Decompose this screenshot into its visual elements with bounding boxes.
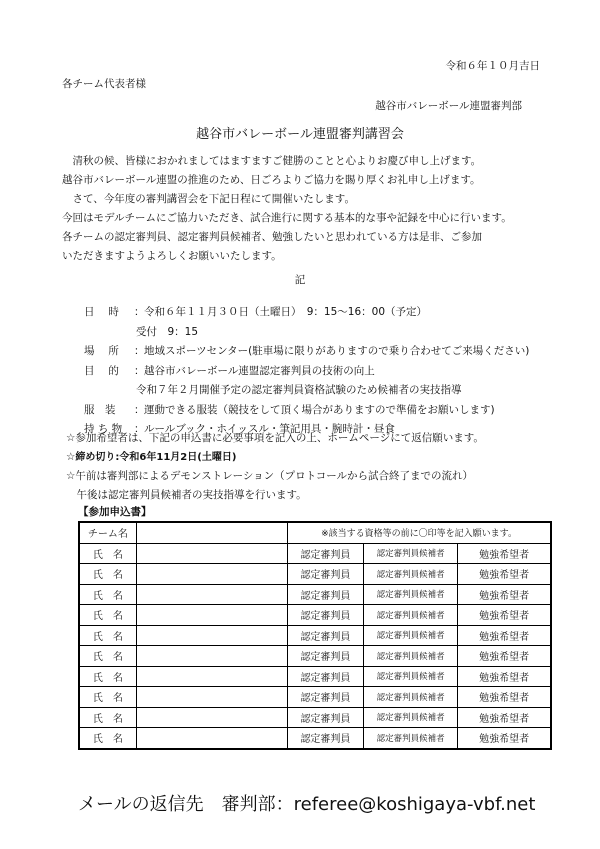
- option-referee-candidate[interactable]: 認定審判員候補者: [363, 707, 458, 728]
- option-certified-referee[interactable]: 認定審判員: [288, 625, 364, 646]
- body-line: さて、今年度の審判講習会を下記日程にて開催いたします。: [62, 193, 355, 205]
- detail-label: 目 的: [84, 364, 119, 377]
- option-study[interactable]: 勉強希望者: [458, 646, 551, 667]
- letter-body: [62, 152, 512, 266]
- recipient: 各チーム代表者様: [62, 78, 146, 90]
- applicant-row: [79, 605, 551, 626]
- detail-value: 地域スポーツセンター(駐車場に限りがありますので乗り合わせてご来場ください): [144, 345, 530, 357]
- applicant-row: [79, 584, 551, 605]
- name-field[interactable]: [136, 625, 287, 646]
- star-mark: ☆: [66, 451, 76, 463]
- body-line: 各チームの認定審判員、認定審判員候補者、勉強したいと思われている方は是非、ご参加: [62, 231, 482, 243]
- detail-purpose-2: [84, 381, 529, 401]
- note-line: 午後は認定審判員候補者の実技指導を行います。: [66, 489, 307, 501]
- option-certified-referee[interactable]: 認定審判員: [288, 687, 364, 708]
- detail-label: 服 装: [84, 403, 116, 416]
- form-heading: 【参加申込書】: [78, 506, 152, 518]
- applicant-row: [79, 625, 551, 646]
- name-label: 氏 名: [79, 564, 136, 585]
- name-field[interactable]: [136, 666, 287, 687]
- reply-email: メールの返信先 審判部：referee@koshigaya-vbf.net: [78, 794, 536, 815]
- option-certified-referee[interactable]: 認定審判員: [288, 584, 364, 605]
- option-study[interactable]: 勉強希望者: [458, 625, 551, 646]
- option-study[interactable]: 勉強希望者: [458, 584, 551, 605]
- issue-date: 令和６年１０月吉日: [445, 60, 540, 72]
- team-name-field[interactable]: [136, 522, 287, 543]
- option-referee-candidate[interactable]: 認定審判員候補者: [363, 666, 458, 687]
- applicant-row: [79, 543, 551, 564]
- option-study[interactable]: 勉強希望者: [458, 687, 551, 708]
- team-label: チーム名: [79, 522, 136, 543]
- event-details: [84, 303, 529, 440]
- name-field[interactable]: [136, 707, 287, 728]
- name-field[interactable]: [136, 564, 287, 585]
- body-line: いただきますようよろしくお願いいたします。: [62, 250, 282, 262]
- option-study[interactable]: 勉強希望者: [458, 564, 551, 585]
- option-certified-referee[interactable]: 認定審判員: [288, 543, 364, 564]
- option-certified-referee[interactable]: 認定審判員: [288, 728, 364, 749]
- applicant-row: [79, 666, 551, 687]
- option-referee-candidate[interactable]: 認定審判員候補者: [363, 584, 458, 605]
- option-referee-candidate[interactable]: 認定審判員候補者: [363, 646, 458, 667]
- detail-dress: 服 装 ： 運動できる服装（競技をして頂く場合がありますので準備をお願いします): [84, 401, 529, 421]
- detail-label: 持 ち 物: [84, 423, 123, 435]
- applicant-row: [79, 728, 551, 749]
- option-referee-candidate[interactable]: 認定審判員候補者: [363, 543, 458, 564]
- option-study[interactable]: 勉強希望者: [458, 605, 551, 626]
- detail-date: 日 時 ： 令和６年１１月３０日（土曜日） 9：15〜16：00（予定）: [84, 303, 529, 323]
- option-certified-referee[interactable]: 認定審判員: [288, 646, 364, 667]
- name-label: 氏 名: [79, 646, 136, 667]
- detail-place: 場 所 ： 地域スポーツセンター(駐車場に限りがありますので乗り合わせてご来場ください): [84, 342, 529, 362]
- name-label: 氏 名: [79, 605, 136, 626]
- body-line: 今回はモデルチームにご協力いただき、試合進行に関する基本的な事や記録を中心に行います。: [62, 212, 512, 224]
- notes: [66, 429, 484, 505]
- detail-items: 持 ち 物 ： ルールブック・ホイッスル・筆記用具・腕時計・昼食: [84, 420, 529, 440]
- team-row: [79, 522, 551, 543]
- ki-heading: 記: [294, 274, 306, 286]
- name-label: 氏 名: [79, 584, 136, 605]
- option-referee-candidate[interactable]: 認定審判員候補者: [363, 687, 458, 708]
- detail-label: 場 所: [84, 345, 119, 357]
- detail-value: 運動できる服装（競技をして頂く場合がありますので準備をお願いします): [144, 403, 495, 416]
- option-study[interactable]: 勉強希望者: [458, 728, 551, 749]
- option-certified-referee[interactable]: 認定審判員: [288, 707, 364, 728]
- body-line: 清秋の候、皆様におかれましてはますますご健勝のことと心よりお慶び申し上げます。: [62, 155, 482, 167]
- option-certified-referee[interactable]: 認定審判員: [288, 564, 364, 585]
- applicant-row: [79, 564, 551, 585]
- option-study[interactable]: 勉強希望者: [458, 707, 551, 728]
- detail-reception: [84, 323, 529, 343]
- body-line: 越谷市バレーボール連盟の推進のため、日ごろよりご協力を賜り厚くお礼申し上げます。: [62, 174, 481, 186]
- option-referee-candidate[interactable]: 認定審判員候補者: [363, 625, 458, 646]
- option-referee-candidate[interactable]: 認定審判員候補者: [363, 605, 458, 626]
- name-label: 氏 名: [79, 687, 136, 708]
- name-field[interactable]: [136, 646, 287, 667]
- note-line: ☆午前は審判部によるデモンストレーション（プロトコールから試合終了までの流れ）: [66, 470, 474, 482]
- name-field[interactable]: [136, 687, 287, 708]
- name-label: 氏 名: [79, 625, 136, 646]
- document-title: 越谷市バレーボール連盟審判講習会: [196, 127, 404, 142]
- application-form: [78, 521, 552, 750]
- applicant-row: [79, 646, 551, 667]
- name-field[interactable]: [136, 728, 287, 749]
- detail-value: 令和７年２月開催予定の認定審判員資格試験のため候補者の実技指導: [136, 384, 462, 396]
- detail-value: 令和６年１１月３０日（土曜日） 9：15〜16：00（予定）: [144, 306, 428, 318]
- name-label: 氏 名: [79, 728, 136, 749]
- name-field[interactable]: [136, 584, 287, 605]
- detail-value: 受付 9：15: [136, 325, 199, 338]
- name-label: 氏 名: [79, 666, 136, 687]
- detail-label: 日 時: [84, 306, 119, 318]
- option-referee-candidate[interactable]: 認定審判員候補者: [363, 728, 458, 749]
- detail-value: 越谷市バレーボール連盟認定審判員の技術の向上: [144, 364, 375, 377]
- sender: 越谷市バレーボール連盟審判部: [375, 100, 522, 112]
- applicant-row: [79, 687, 551, 708]
- option-certified-referee[interactable]: 認定審判員: [288, 605, 364, 626]
- deadline: 締め切り:令和6年11月2日(土曜日): [75, 452, 237, 463]
- detail-value: ルールブック・ホイッスル・筆記用具・腕時計・昼食: [144, 423, 395, 435]
- note-line: ☆参加希望者は、下記の申込書に必要事項を記入の上、ホームページにて返信願います。: [66, 432, 484, 444]
- option-certified-referee[interactable]: 認定審判員: [288, 666, 364, 687]
- name-field[interactable]: [136, 605, 287, 626]
- applicant-row: [79, 707, 551, 728]
- name-label: 氏 名: [79, 543, 136, 564]
- deadline-line: [66, 448, 484, 467]
- name-label: 氏 名: [79, 707, 136, 728]
- detail-purpose: 目 的 ： 越谷市バレーボール連盟認定審判員の技術の向上: [84, 362, 529, 382]
- option-study[interactable]: 勉強希望者: [458, 666, 551, 687]
- option-referee-candidate[interactable]: 認定審判員候補者: [363, 564, 458, 585]
- name-field[interactable]: [136, 543, 287, 564]
- form-note: ※該当する資格等の前に〇印等を記入願います。: [288, 522, 551, 543]
- option-study[interactable]: 勉強希望者: [458, 543, 551, 564]
